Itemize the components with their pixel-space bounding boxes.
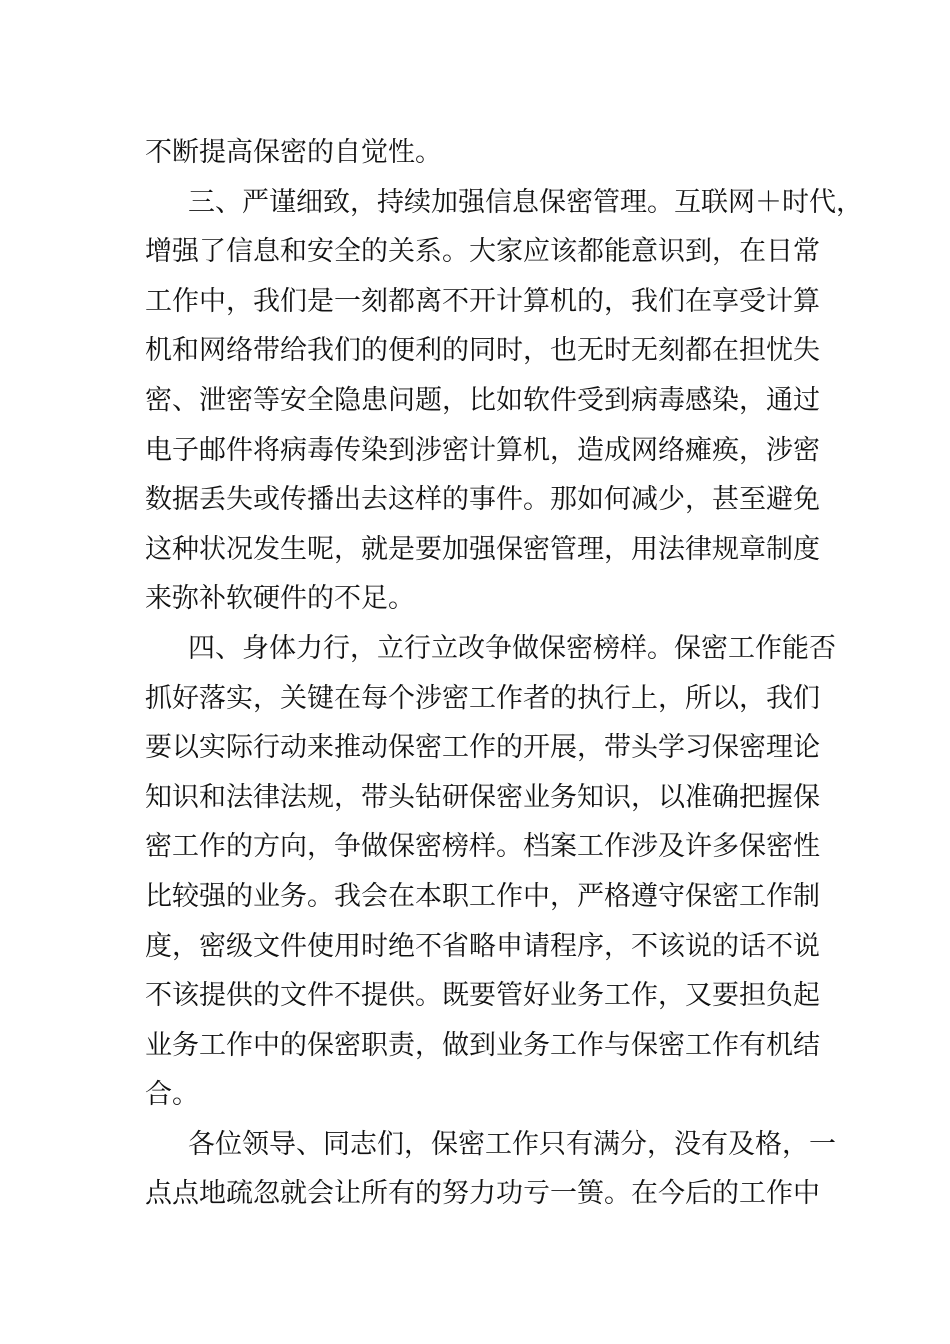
section-four-heading-line: 四、身体力行，立行立改争做保密榜样。保密工作能否	[188, 632, 836, 664]
paragraph-line: 机和网络带给我们的便利的同时，也无时无刻都在担忧失	[145, 335, 820, 367]
paragraph-line: 增强了信息和安全的关系。大家应该都能意识到，在日常	[145, 236, 820, 268]
paragraph-line: 数据丢失或传播出去这样的事件。那如何减少，甚至避免	[145, 484, 820, 516]
paragraph-line: 电子邮件将病毒传染到涉密计算机，造成网络瘫痪，涉密	[145, 434, 820, 466]
paragraph-line: 不该提供的文件不提供。既要管好业务工作，又要担负起	[145, 980, 820, 1012]
paragraph-line: 密工作的方向，争做保密榜样。档案工作涉及许多保密性	[145, 831, 820, 863]
document-body	[145, 128, 863, 1219]
paragraph-line: 要以实际行动来推动保密工作的开展，带头学习保密理论	[145, 732, 820, 764]
paragraph-line: 知识和法律法规，带头钻研保密业务知识，以准确把握保	[145, 781, 820, 813]
paragraph-line: 来弥补软硬件的不足。	[145, 583, 415, 615]
paragraph-line: 这种状况发生呢，就是要加强保密管理，用法律规章制度	[145, 533, 820, 565]
paragraph-line: 不断提高保密的自觉性。	[145, 137, 442, 168]
paragraph-line: 点点地疏忽就会让所有的努力功亏一篑。在今后的工作中	[145, 1178, 820, 1210]
paragraph-line: 度，密级文件使用时绝不省略申请程序，不该说的话不说	[145, 930, 820, 962]
paragraph-line: 合。	[145, 1079, 199, 1111]
paragraph-line: 工作中，我们是一刻都离不开计算机的，我们在享受计算	[145, 285, 820, 317]
paragraph-line: 抓好落实，关键在每个涉密工作者的执行上，所以，我们	[145, 682, 820, 714]
paragraph-line: 业务工作中的保密职责，做到业务工作与保密工作有机结	[145, 1029, 820, 1061]
paragraph-line: 比较强的业务。我会在本职工作中，严格遵守保密工作制	[145, 880, 820, 912]
paragraph-line: 密、泄密等安全隐患问题，比如软件受到病毒感染，通过	[145, 384, 820, 416]
closing-paragraph-line: 各位领导、同志们，保密工作只有满分，没有及格，一	[188, 1128, 836, 1160]
section-three-heading-line: 三、严谨细致，持续加强信息保密管理。互联网＋时代，	[188, 186, 863, 218]
